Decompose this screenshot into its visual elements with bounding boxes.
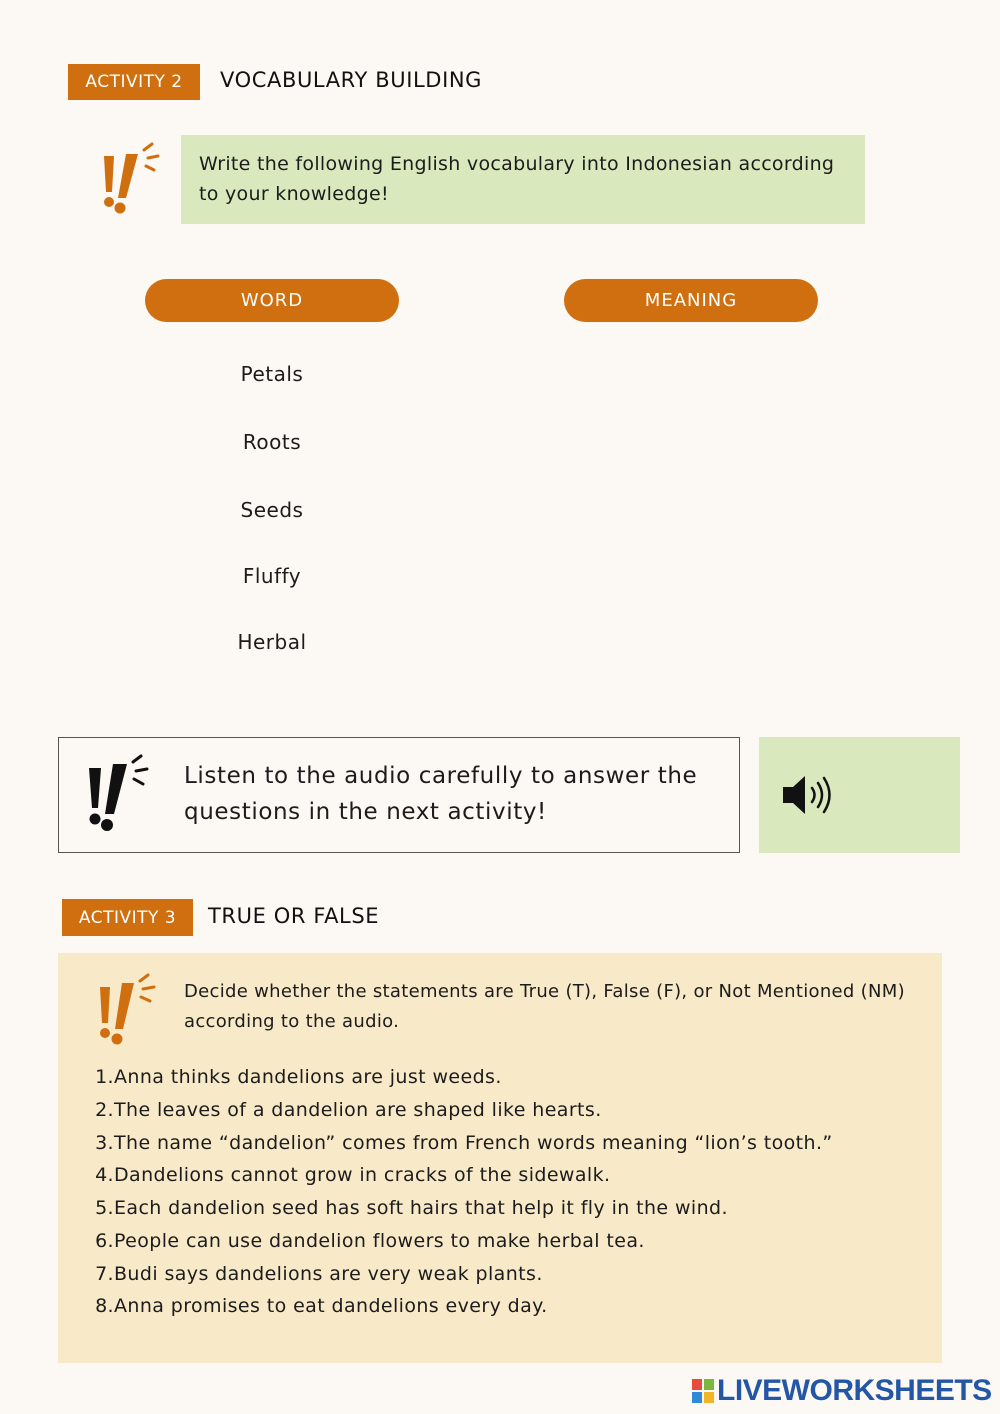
question-text: The leaves of a dandelion are shaped like hearts.	[114, 1099, 602, 1121]
vocab-word: Roots	[242, 430, 302, 454]
list-item	[88, 1230, 645, 1252]
list-item	[88, 1132, 833, 1154]
exclamation-icon	[83, 754, 155, 834]
activity-2-title: VOCABULARY BUILDING	[220, 68, 483, 92]
list-item	[88, 1164, 610, 1186]
activity-3-tag: ACTIVITY 3	[62, 899, 193, 936]
question-number: 8.	[95, 1295, 114, 1317]
question-number: 1.	[95, 1066, 114, 1088]
question-text: Budi says dandelions are very weak plants.	[114, 1263, 543, 1285]
question-text: Each dandelion seed has soft hairs that help it fly in the wind.	[114, 1197, 728, 1219]
vocab-word: Fluffy	[242, 564, 302, 588]
speaker-icon[interactable]	[781, 771, 841, 819]
exclamation-icon	[94, 973, 164, 1048]
liveworksheets-logo-icon	[692, 1379, 714, 1403]
question-number: 6.	[95, 1230, 114, 1252]
list-item	[88, 1066, 502, 1088]
listen-instruction-text: Listen to the audio carefully to answer the questions in the next activity!	[184, 763, 698, 825]
liveworksheets-logo[interactable]	[692, 1374, 992, 1408]
question-text: The name “dandelion” comes from French words meaning “lion’s tooth.”	[114, 1132, 833, 1154]
question-number: 4.	[95, 1164, 114, 1186]
list-item	[88, 1263, 543, 1285]
word-column-header: WORD	[145, 279, 399, 322]
vocab-word: Petals	[240, 362, 304, 386]
audio-panel	[759, 737, 960, 853]
question-text: Anna promises to eat dandelions every day.	[114, 1295, 548, 1317]
exclamation-icon	[96, 142, 166, 217]
listen-instruction-box	[58, 737, 740, 853]
list-item	[88, 1197, 728, 1219]
activity-2-tag: ACTIVITY 2	[68, 64, 200, 100]
vocab-word: Seeds	[240, 498, 304, 522]
question-number: 3.	[95, 1132, 114, 1154]
activity-3-instruction: Decide whether the statements are True (T), False (F), or Not Mentioned (NM) according to the audio.	[184, 981, 905, 1032]
question-text: People can use dandelion flowers to make herbal tea.	[114, 1230, 645, 1252]
list-item	[88, 1295, 548, 1317]
liveworksheets-brand-text: LIVEWORKSHEETS	[717, 1374, 992, 1407]
activity-2-instruction: Write the following English vocabulary into Indonesian according to your knowledge!	[181, 135, 865, 224]
vocab-word: Herbal	[237, 630, 307, 654]
list-item	[88, 1099, 602, 1121]
activity-3-title: TRUE OR FALSE	[208, 904, 380, 928]
question-number: 7.	[95, 1263, 114, 1285]
question-text: Dandelions cannot grow in cracks of the sidewalk.	[114, 1164, 611, 1186]
question-number: 2.	[95, 1099, 114, 1121]
question-text: Anna thinks dandelions are just weeds.	[114, 1066, 502, 1088]
question-number: 5.	[95, 1197, 114, 1219]
meaning-column-header: MEANING	[564, 279, 818, 322]
